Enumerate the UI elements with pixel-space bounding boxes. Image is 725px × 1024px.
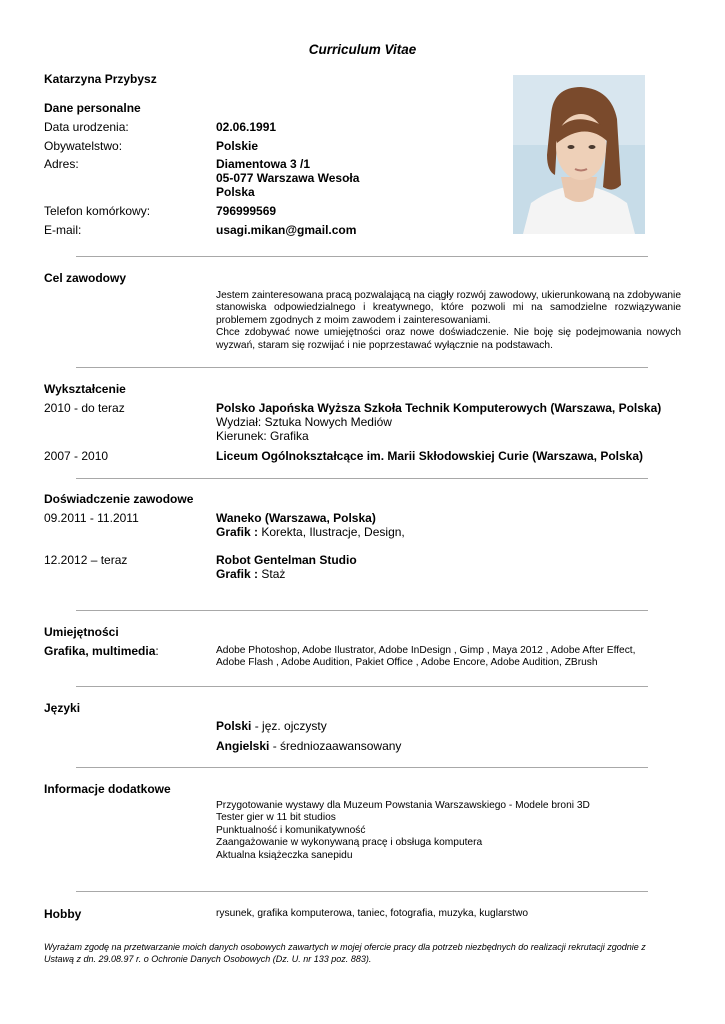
education-period: 2010 - do teraz	[44, 401, 125, 415]
experience-role	[216, 567, 285, 581]
additional-item: Aktualna książeczka sanepidu	[216, 849, 353, 861]
experience-role	[216, 525, 405, 539]
education-heading: Wykształcenie	[44, 382, 126, 396]
address-label: Adres:	[44, 157, 79, 171]
email-value[interactable]: usagi.mikan@gmail.com	[216, 223, 357, 237]
additional-item: Punktualność i komunikatywność	[216, 824, 366, 836]
education-school: Polsko Japońska Wyższa Szkoła Technik Komputerowych (Warszawa, Polska)	[216, 401, 662, 415]
skills-list	[216, 645, 635, 670]
education-faculty: Wydział: Sztuka Nowych Mediów	[216, 415, 392, 429]
skills-category: Grafika, multimedia	[44, 644, 156, 658]
personal-heading: Dane personalne	[44, 101, 141, 115]
education-school: Liceum Ogólnokształcące im. Marii Skłodowskiej Curie (Warszawa, Polska)	[216, 449, 644, 463]
experience-company: Waneko (Warszawa, Polska)	[216, 511, 376, 525]
hobby-text: rysunek, grafika komputerowa, taniec, fotografia, muzyka, kuglarstwo	[216, 908, 528, 919]
language-level: - jęz. ojczysty	[251, 719, 327, 733]
data-consent-clause: Wyrażam zgodę na przetwarzanie moich danych osobowych zawartych w mojej ofercie pracy dla potrzeb niezbędnych do realizacji rekrutacji zgodnie z Ustawą z dn. 29.08.97 r. o Ochronie Danych Osobowych (Dz. U. nr 133 poz. 883).	[44, 942, 646, 964]
candidate-name: Katarzyna Przybysz	[44, 72, 157, 86]
experience-period: 12.2012 – teraz	[44, 553, 128, 567]
phone-value: 796999569	[216, 204, 277, 218]
skills-line-2: Adobe Flash , Adobe Audition, Pakiet Office , Adobe Encore, Adobe Audition, ZBrush	[216, 657, 598, 669]
education-period: 2007 - 2010	[44, 449, 109, 463]
experience-role-title: Grafik :	[216, 525, 259, 539]
goal-heading: Cel zawodowy	[44, 271, 127, 285]
experience-company: Robot Gentelman Studio	[216, 553, 357, 567]
language-item	[216, 739, 401, 753]
education-major: Kierunek: Grafika	[216, 429, 309, 443]
language-item	[216, 719, 327, 733]
experience-role-desc: Staż	[258, 567, 286, 581]
address-line2: 05-077 Warszawa Wesoła	[216, 171, 360, 185]
language-name: Polski	[216, 719, 252, 733]
language-level: - średniozaawansowany	[269, 739, 402, 753]
additional-item: Zaangażowanie w wykonywaną pracę i obsługa komputera	[216, 837, 483, 849]
additional-item: Przygotowanie wystawy dla Muzeum Powstania Warszawskiego - Modele broni 3D	[216, 800, 590, 811]
divider	[76, 256, 648, 257]
divider	[76, 367, 648, 368]
address-line3: Polska	[216, 185, 255, 199]
birth-label: Data urodzenia:	[44, 120, 129, 134]
divider	[76, 610, 648, 611]
divider	[76, 478, 648, 479]
experience-role-desc: Korekta, Ilustracje, Design,	[258, 525, 405, 539]
skills-label	[44, 644, 159, 658]
divider	[76, 891, 648, 892]
phone-label: Telefon komórkowy:	[44, 204, 151, 218]
additional-list	[216, 800, 590, 862]
goal-paragraph-2: Chce zdobywać nowe umiejętności oraz nowe doświadczenie. Nie boję się podejmowania nowych wyzwań, staram się rozwijać i nie poprzestawać wyłącznie na podstawach.	[216, 327, 681, 351]
language-name: Angielski	[216, 739, 270, 753]
experience-heading: Doświadczenie zawodowe	[44, 492, 194, 506]
birth-value: 02.06.1991	[216, 120, 277, 134]
skills-heading: Umiejętności	[44, 625, 119, 639]
additional-item: Tester gier w 11 bit studios	[216, 812, 336, 824]
email-label: E-mail:	[44, 223, 82, 237]
experience-role-title: Grafik :	[216, 567, 259, 581]
skills-colon: :	[155, 644, 159, 658]
divider	[76, 686, 648, 687]
experience-period: 09.2011 - 11.2011	[44, 511, 139, 525]
profile-photo	[513, 75, 645, 234]
skills-line-1: Adobe Photoshop, Adobe Ilustrator, Adobe InDesign , Gimp , Maya 2012 , Adobe After Effect,	[216, 645, 636, 656]
divider	[76, 767, 648, 768]
additional-heading: Informacje dodatkowe	[44, 782, 171, 796]
languages-heading: Języki	[44, 701, 81, 715]
address-line1: Diamentowa 3 /1	[216, 157, 311, 171]
citizenship-value: Polskie	[216, 139, 259, 153]
goal-text	[216, 290, 681, 352]
goal-paragraph-1: Jestem zainteresowana pracą pozwalającą na ciągły rozwój zawodowy, ukierunkowaną na zdobywanie stanowiska odpowiedzialnego i kreatywnego, które pozwoli mi na samodzielne rozwiązywanie problemem zgodnych z moim zawodem i zainteresowaniami.	[216, 290, 681, 326]
document-title: Curriculum Vitae	[308, 42, 417, 57]
citizenship-label: Obywatelstwo:	[44, 139, 123, 153]
hobby-heading: Hobby	[44, 907, 82, 921]
